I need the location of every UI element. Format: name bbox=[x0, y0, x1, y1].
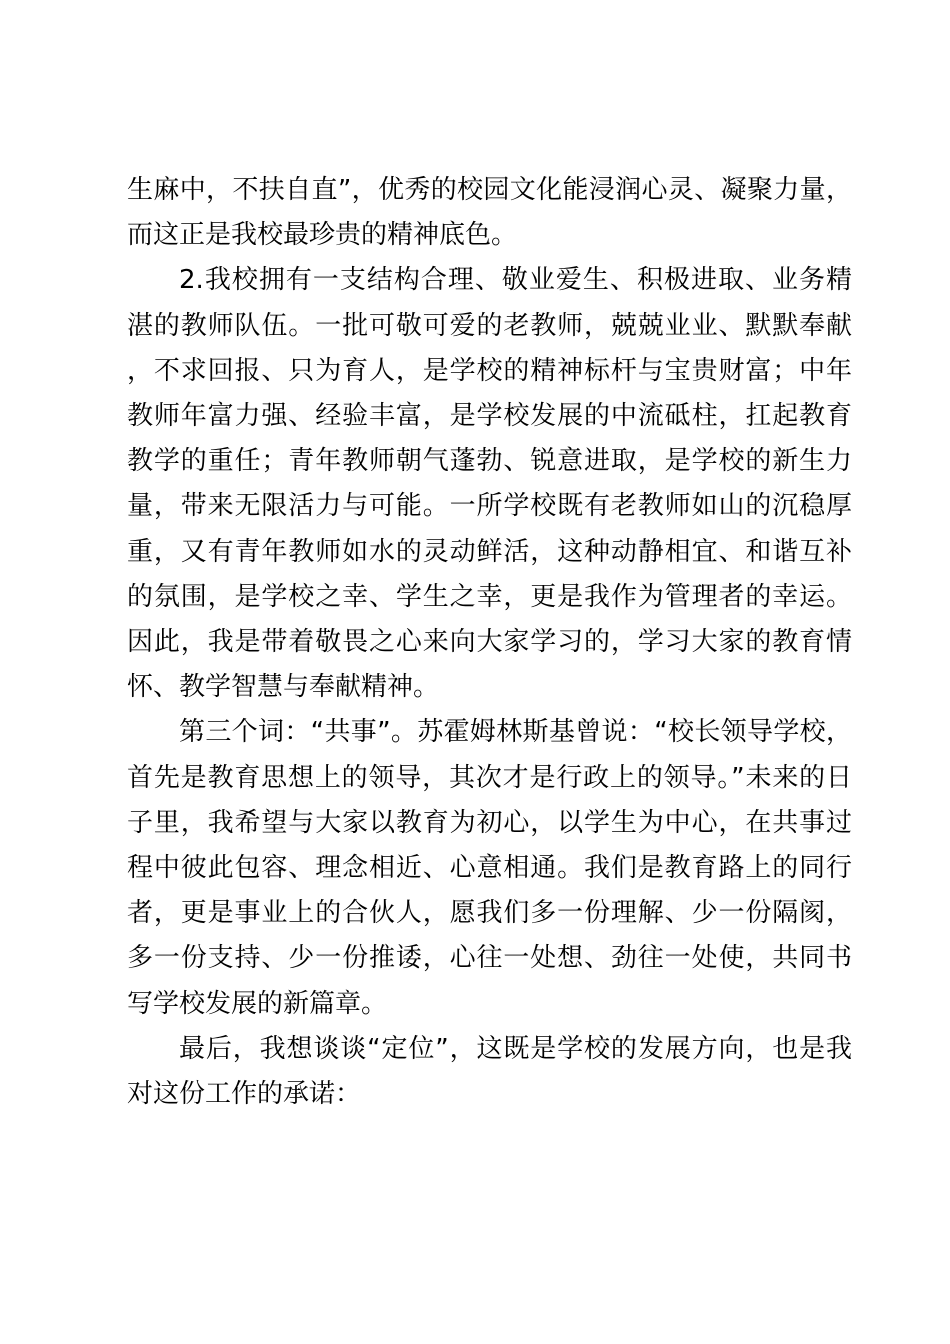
paragraph-continuation: 生麻中，不扶自直”，优秀的校园文化能浸润心灵、凝聚力量，而这正是我校最珍贵的精神底色。 bbox=[127, 175, 852, 251]
paragraph-third-word: 第三个词：“共事”。苏霍姆林斯基曾说：“校长领导学校，首先是教育思想上的领导，其次才是行政上的领导。”未来的日子里，我希望与大家以教育为初心，以学生为中心，在共事过程中彼此包容、理念相近、心意相通。我们是教育路上的同行者，更是事业上的合伙人，愿我们多一份理解、少一份隔阂，多一份支持、少一份推诿，心往一处想、劲往一处使，共同书写学校发展的新篇章。 bbox=[127, 717, 852, 1019]
paragraph-teacher-team: 2.我校拥有一支结构合理、敬业爱生、积极进取、业务精湛的教师队伍。一批可敬可爱的老教师，兢兢业业、默默奉献，不求回报、只为育人，是学校的精神标杆与宝贵财富；中年教师年富力强、经验丰富，是学校发展的中流砥柱，扛起教育教学的重任；青年教师朝气蓬勃、锐意进取，是学校的新生力量，带来无限活力与可能。一所学校既有老教师如山的沉稳厚重，又有青年教师如水的灵动鲜活，这种动静相宜、和谐互补的氛围，是学校之幸、学生之幸，更是我作为管理者的幸运。因此，我是带着敬畏之心来向大家学习的，学习大家的教育情怀、教学智慧与奉献精神。 bbox=[127, 265, 852, 703]
paragraph-positioning: 最后，我想谈谈“定位”，这既是学校的发展方向，也是我对这份工作的承诺： bbox=[127, 1033, 852, 1110]
document-page bbox=[127, 168, 852, 1117]
